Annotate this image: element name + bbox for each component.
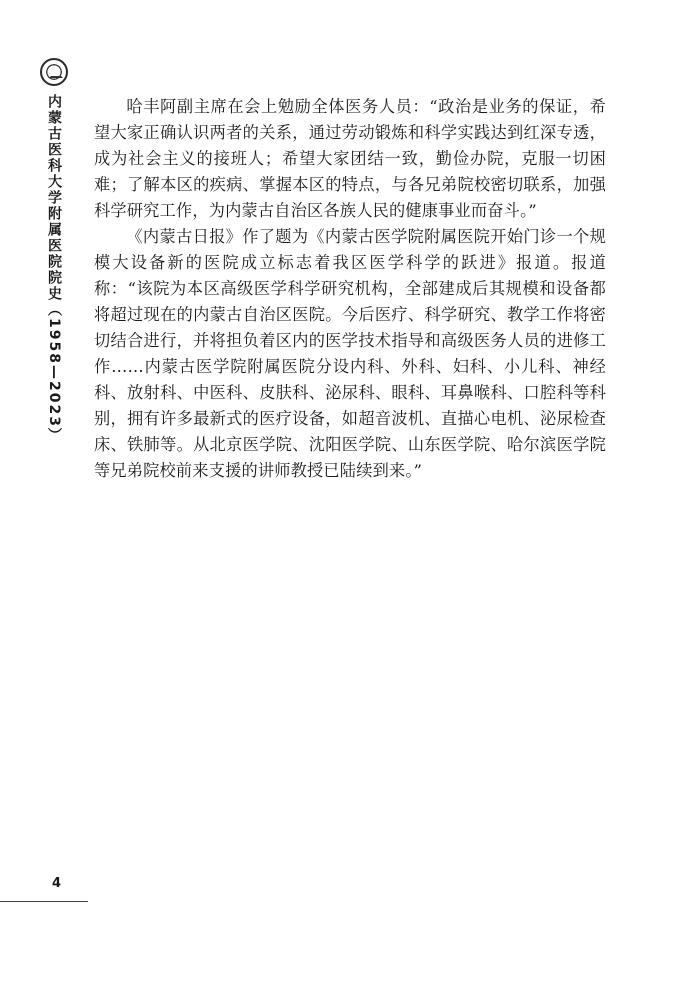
main-text (94, 94, 606, 484)
running-head-sidebar (38, 58, 70, 444)
university-seal-icon (40, 58, 68, 86)
paragraph-newspaper-report: 《内蒙古日报》作了题为《内蒙古医学院附属医院开始门诊一个规模大设备新的医院成立标志着我区医学科学的跃进》报道。报道称：“该院为本区高级医学科学研究机构，全部建成后其规模和设备都将超过现在的内蒙古自治区医院。今后医疗、科学研究、教学工作将密切结合进行，并将担负着区内的医学技术指导和高级医务人员的进修工作……内蒙古医学院附属医院分设内科、外科、妇科、小儿科、神经科、放射科、中医科、皮肤科、泌尿科、眼科、耳鼻喉科、口腔科等科别，拥有许多最新式的医疗设备，如超音波机、直描心电机、泌尿检查床、铁肺等。从北京医学院、沈阳医学院、山东医学院、哈尔滨医学院等兄弟院校前来支援的讲师教授已陆续到来。” (94, 227, 606, 480)
running-head-title: 内蒙古医科大学附属医院院史（1958—2023） (46, 94, 62, 444)
page-number: 4 (52, 876, 62, 891)
footer-rule (0, 901, 88, 902)
paragraph-speech: 哈丰阿副主席在会上勉励全体医务人员：“政治是业务的保证，希望大家正确认识两者的关系，通过劳动锻炼和科学实践达到红深专透，成为社会主义的接班人；希望大家团结一致，勤俭办院，克服一切困难；了解本区的疾病、掌握本区的特点，与各兄弟院校密切联系，加强科学研究工作，为内蒙古自治区各族人民的健康事业而奋斗。” (94, 97, 606, 220)
